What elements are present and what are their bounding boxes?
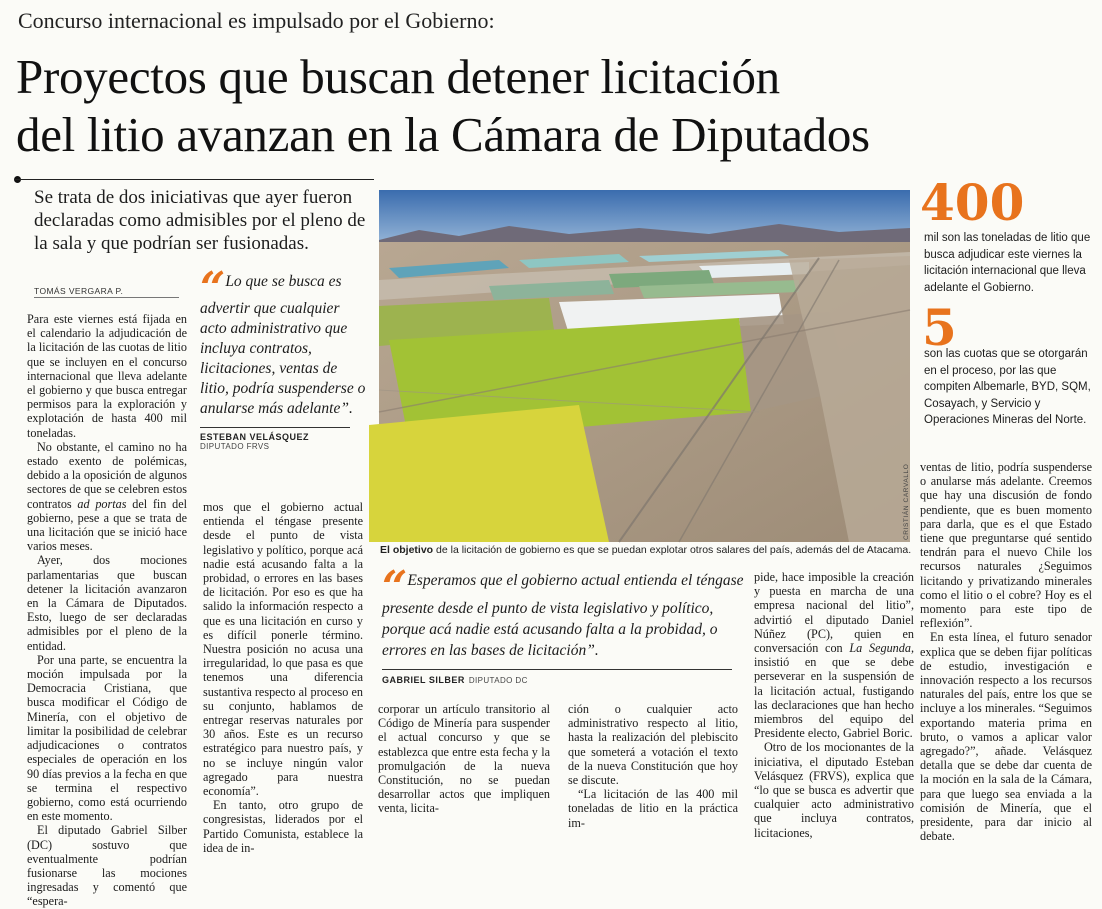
stat-text-400: mil son las toneladas de litio que busca adjudicar este viernes la licitación internacional que lleva adelante el Gobierno.: [924, 232, 1091, 294]
photo-credit: CRISTIÁN CARVALLO: [903, 463, 910, 540]
body-column-5: [754, 570, 914, 840]
salar-aerial-photo: [379, 190, 910, 542]
quote-divider: [200, 427, 350, 428]
body-column-6: [920, 460, 1092, 843]
paragraph: ción o cualquier acto administrativo respecto al litio, hasta la realización del plebiscito que someterá a votación el texto de la nueva Constitución que hoy se discute.: [568, 702, 738, 788]
quote-divider: [382, 669, 732, 670]
quote-author-role: DIPUTADO DC: [468, 676, 528, 685]
divider: [14, 179, 374, 180]
headline: [16, 48, 1096, 164]
paragraph: En esta línea, el futuro senador explica que se deben fijar políticas de estudio, investigación e innovación respecto a los recursos naturales del país, entre los que se incluye a los minerales. “Seguimos exportando materia prima en bruto, o vamos a aplicar valor agregado?”, añade. Velásquez detalla que se debe dar cuenta de la moción en la sala de la Cámara, para que luego sea enviada a la comisión de Minería, que el presidente, para dar inicio al debate.: [920, 630, 1092, 844]
paragraph: corporar un artículo transitorio al Código de Minería para suspender el actual concurso y que se establezca que entre esta fecha y la promulgación de la nueva Constitución, no se puedan desarrollar actos que impliquen venta, licita-: [378, 702, 550, 816]
body-column-2: [203, 500, 363, 855]
stat-number-5: 5: [922, 298, 957, 357]
quote-author-name: GABRIEL SILBER: [382, 675, 465, 685]
kicker: Concurso internacional es impulsado por el Gobierno:: [18, 8, 495, 33]
quote-mark-icon: “: [200, 263, 222, 314]
paragraph: En tanto, otro grupo de congresistas, liderados por el Partido Comunista, establece la idea de in-: [203, 798, 363, 855]
body-column-4: [568, 702, 738, 830]
stat-number-400: 400: [920, 173, 1025, 232]
paragraph: Para este viernes está fijada en el calendario la adjudicación de la licitación de las cuotas de litio que se incluyen en el concurso internacional que lleva adelante el gobierno y que busca entregar permisos para la exploración y explotación de hasta 400 mil toneladas.: [27, 312, 187, 440]
paragraph: No obstante, el camino no ha estado exento de polémicas, debido a la oposición de algunos sectores de que se celebren estos contratos ad portas del fin del gobierno, pese a que se trata de una licitación que se inició hace varios meses.: [27, 439, 188, 554]
quote-mark-icon: “: [382, 562, 404, 613]
byline-divider: [34, 297, 179, 298]
pull-quote-velasquez: [200, 263, 368, 451]
headline-line-2: del litio avanzan en la Cámara de Diputados: [16, 107, 870, 162]
pull-quote-text: “ Lo que se busca es advertir que cualquier acto administrativo que incluya contratos, licitaciones, ventas de litio, podría suspenderse o anularse más adelante”.: [200, 263, 366, 417]
paragraph: Por una parte, se encuentra la moción impulsada por la Democracia Cristiana, que busca modificar el Código de Minería, con el objetivo de limitar la posibilidad de celebrar adjudicaciones o contratos especiales de operación en los 90 días previos a la fecha en que se termina el respectivo gobierno, como está ocurriendo en este momento.: [27, 652, 187, 824]
pull-quote-silber: [382, 562, 746, 688]
paragraph: Otro de los mocionantes de la iniciativa, el diputado Esteban Velásquez (FRVS), explica que “lo que se busca es advertir que cualquier acto administrativo que incluya contratos, licitaciones,: [754, 740, 914, 840]
photo-illustration: [379, 190, 910, 542]
paragraph: “La licitación de las 400 mil toneladas de litio en la práctica im-: [568, 787, 738, 830]
paragraph: Ayer, dos mociones parlamentarias que buscan detener la licitación avanzaron en la Cámara de Diputados. Esto, luego de ser declaradas admisibles por el pleno de la entidad.: [27, 553, 187, 653]
photo-caption: El objetivo de la licitación de gobierno es que se puedan explotar otros salares del país, además del de Atacama.: [380, 544, 912, 556]
quote-author-name: ESTEBAN VELÁSQUEZ: [200, 432, 310, 442]
pull-quote-text: “ Esperamos que el gobierno actual entienda el téngase presente desde el punto de vista legislativo y político, porque acá nadie está acusando falta a la probidad, o errores en las bases de licitación”.: [382, 562, 744, 659]
stat-text-5: son las cuotas que se otorgarán en el proceso, por las que compiten Albemarle, BYD, SQM, Cosayach, y Servicio y Operaciones Mineras del Norte.: [924, 348, 1091, 426]
byline: TOMÁS VERGARA P.: [34, 286, 124, 296]
paragraph: pide, hace imposible la creación y puesta en marcha de una empresa nacional del litio”, advirtió el diputado Daniel Núñez (PC), quien en conversación con La Segunda, insistió en que se debe perseverar en la suspensión de la licitación actual, fustigando las declaraciones que han hecho miembros del equipo del Presidente electo, Gabriel Boric.: [754, 570, 914, 741]
quote-author-role: DIPUTADO FRVS: [200, 442, 270, 451]
paragraph: El diputado Gabriel Silber (DC) sostuvo que eventualmente podrían fusionarse las mociones ingresadas y comentó que “espera-: [27, 823, 187, 909]
lead-paragraph: Se trata de dos iniciativas que ayer fueron declaradas como admisibles por el pleno de la sala y que podrían ser fusionadas.: [34, 187, 366, 254]
body-column-1: [27, 312, 187, 909]
paragraph: ventas de litio, podría suspenderse o anularse más adelante. Creemos que hay una discusión de fondo pendiente, que es buen momento para darla, que es el que Estado tiene que preguntarse qué sentido tendrán para el nuevo Chile los recursos naturales ¿Seguimos licitando y privatizando minerales como el litio o el cobre? Hoy es el momento para este tipo de reflexión”.: [920, 460, 1092, 631]
paragraph: mos que el gobierno actual entienda el téngase presente desde el punto de vista legislativo y político, porque acá nadie está acusando falta a la probidad, o errores en las bases de licitación. Por eso es que ha salido la información respecto a que es una licitación en curso y es difícil ponerle término. Nuestra posición no acusa una irregularidad, lo que pasa es que tenemos una diferencia sustantiva respecto al proceso en su conjunto, hablamos de entregar reservas naturales por 30 años. Este es un recurso estratégico para nuestro país, y no se incluye ningún valor agregado para nuestra economía”.: [203, 500, 363, 799]
headline-line-1: Proyectos que buscan detener licitación: [16, 49, 780, 104]
body-column-3: [378, 702, 550, 816]
